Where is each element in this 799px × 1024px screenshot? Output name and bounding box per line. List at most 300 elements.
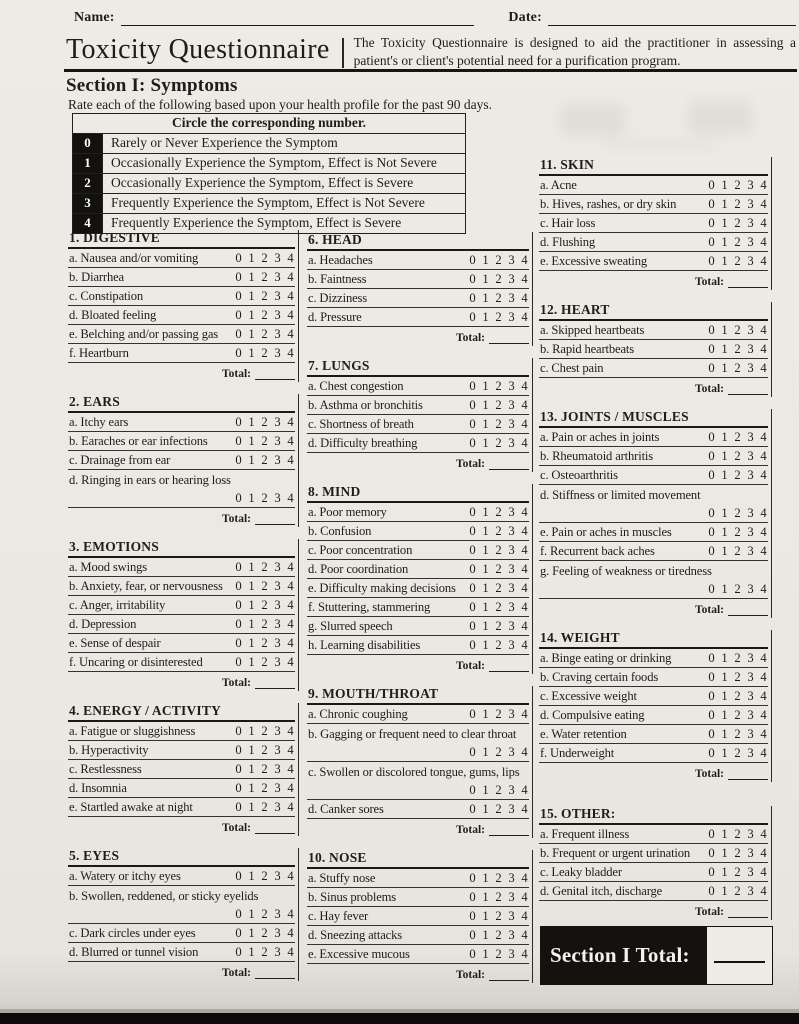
rating-2[interactable]: 2 [261, 434, 268, 448]
rating-3[interactable]: 3 [508, 707, 515, 721]
rating-scale[interactable] [235, 945, 294, 960]
rating-3[interactable]: 3 [747, 689, 754, 703]
rating-scale[interactable] [708, 430, 767, 445]
rating-3[interactable]: 3 [747, 670, 754, 684]
rating-0[interactable]: 0 [235, 289, 242, 303]
rating-2[interactable]: 2 [495, 272, 502, 286]
rating-1[interactable]: 1 [482, 562, 489, 576]
rating-0[interactable]: 0 [708, 197, 715, 211]
rating-4[interactable]: 4 [521, 928, 528, 942]
rating-1[interactable]: 1 [248, 724, 255, 738]
rating-3[interactable]: 3 [747, 884, 754, 898]
rating-3[interactable]: 3 [508, 890, 515, 904]
rating-2[interactable]: 2 [734, 670, 741, 684]
rating-4[interactable]: 4 [521, 600, 528, 614]
rating-scale[interactable] [469, 581, 528, 596]
rating-scale[interactable] [235, 289, 294, 304]
rating-0[interactable]: 0 [708, 827, 715, 841]
rating-2[interactable]: 2 [495, 909, 502, 923]
rating-0[interactable]: 0 [708, 727, 715, 741]
rating-scale[interactable] [708, 827, 767, 842]
rating-2[interactable]: 2 [734, 254, 741, 268]
rating-3[interactable]: 3 [508, 379, 515, 393]
rating-0[interactable]: 0 [708, 525, 715, 539]
rating-0[interactable]: 0 [235, 636, 242, 650]
rating-scale[interactable] [708, 506, 767, 521]
rating-4[interactable]: 4 [287, 270, 294, 284]
rating-0[interactable]: 0 [235, 415, 242, 429]
rating-2[interactable]: 2 [495, 291, 502, 305]
rating-scale[interactable] [708, 544, 767, 559]
rating-0[interactable]: 0 [708, 323, 715, 337]
rating-1[interactable]: 1 [248, 453, 255, 467]
rating-4[interactable]: 4 [760, 254, 767, 268]
rating-1[interactable]: 1 [248, 743, 255, 757]
rating-4[interactable]: 4 [521, 310, 528, 324]
rating-2[interactable]: 2 [261, 598, 268, 612]
rating-1[interactable]: 1 [482, 871, 489, 885]
rating-3[interactable]: 3 [747, 651, 754, 665]
rating-4[interactable]: 4 [760, 342, 767, 356]
rating-2[interactable]: 2 [734, 197, 741, 211]
rating-0[interactable]: 0 [469, 562, 476, 576]
rating-3[interactable]: 3 [508, 638, 515, 652]
rating-0[interactable]: 0 [235, 251, 242, 265]
rating-0[interactable]: 0 [235, 762, 242, 776]
rating-4[interactable]: 4 [287, 926, 294, 940]
rating-2[interactable]: 2 [495, 871, 502, 885]
rating-4[interactable]: 4 [287, 869, 294, 883]
rating-2[interactable]: 2 [734, 651, 741, 665]
rating-4[interactable]: 4 [521, 436, 528, 450]
rating-4[interactable]: 4 [521, 291, 528, 305]
rating-2[interactable]: 2 [261, 655, 268, 669]
rating-scale[interactable] [708, 197, 767, 212]
rating-0[interactable]: 0 [708, 670, 715, 684]
rating-2[interactable]: 2 [495, 783, 502, 797]
rating-2[interactable]: 2 [734, 235, 741, 249]
rating-3[interactable]: 3 [274, 560, 281, 574]
rating-scale[interactable] [469, 707, 528, 722]
rating-2[interactable]: 2 [734, 708, 741, 722]
rating-scale[interactable] [235, 327, 294, 342]
rating-4[interactable]: 4 [521, 562, 528, 576]
rating-2[interactable]: 2 [261, 800, 268, 814]
rating-2[interactable]: 2 [734, 430, 741, 444]
rating-0[interactable]: 0 [235, 800, 242, 814]
rating-1[interactable]: 1 [482, 398, 489, 412]
rating-scale[interactable] [235, 453, 294, 468]
rating-1[interactable]: 1 [248, 560, 255, 574]
rating-4[interactable]: 4 [760, 651, 767, 665]
rating-3[interactable]: 3 [274, 800, 281, 814]
rating-1[interactable]: 1 [248, 434, 255, 448]
rating-3[interactable]: 3 [747, 582, 754, 596]
rating-4[interactable]: 4 [760, 582, 767, 596]
rating-1[interactable]: 1 [721, 708, 728, 722]
rating-2[interactable]: 2 [495, 707, 502, 721]
rating-2[interactable]: 2 [495, 581, 502, 595]
rating-scale[interactable] [235, 617, 294, 632]
rating-scale[interactable] [235, 434, 294, 449]
rating-3[interactable]: 3 [747, 708, 754, 722]
rating-0[interactable]: 0 [708, 342, 715, 356]
total-input-line[interactable] [255, 513, 295, 525]
rating-1[interactable]: 1 [721, 506, 728, 520]
rating-4[interactable]: 4 [287, 346, 294, 360]
total-input-line[interactable] [728, 383, 768, 395]
rating-1[interactable]: 1 [248, 869, 255, 883]
rating-2[interactable]: 2 [734, 468, 741, 482]
rating-1[interactable]: 1 [721, 544, 728, 558]
rating-scale[interactable] [469, 310, 528, 325]
rating-2[interactable]: 2 [495, 802, 502, 816]
rating-0[interactable]: 0 [708, 582, 715, 596]
rating-2[interactable]: 2 [261, 617, 268, 631]
rating-1[interactable]: 1 [721, 884, 728, 898]
rating-0[interactable]: 0 [235, 945, 242, 959]
rating-2[interactable]: 2 [734, 884, 741, 898]
rating-scale[interactable] [235, 907, 294, 922]
rating-0[interactable]: 0 [469, 909, 476, 923]
name-input-line[interactable] [121, 10, 475, 26]
rating-4[interactable]: 4 [760, 216, 767, 230]
rating-4[interactable]: 4 [287, 762, 294, 776]
rating-4[interactable]: 4 [287, 800, 294, 814]
rating-3[interactable]: 3 [747, 525, 754, 539]
rating-0[interactable]: 0 [469, 436, 476, 450]
rating-0[interactable]: 0 [708, 178, 715, 192]
rating-2[interactable]: 2 [261, 926, 268, 940]
rating-0[interactable]: 0 [235, 327, 242, 341]
rating-1[interactable]: 1 [248, 945, 255, 959]
rating-3[interactable]: 3 [274, 724, 281, 738]
rating-4[interactable]: 4 [287, 560, 294, 574]
rating-1[interactable]: 1 [721, 178, 728, 192]
rating-2[interactable]: 2 [261, 270, 268, 284]
rating-4[interactable]: 4 [760, 727, 767, 741]
rating-4[interactable]: 4 [760, 689, 767, 703]
rating-4[interactable]: 4 [760, 323, 767, 337]
date-input-line[interactable] [548, 10, 796, 26]
rating-3[interactable]: 3 [274, 415, 281, 429]
rating-4[interactable]: 4 [287, 636, 294, 650]
rating-0[interactable]: 0 [469, 310, 476, 324]
rating-scale[interactable] [469, 947, 528, 962]
rating-1[interactable]: 1 [248, 800, 255, 814]
rating-4[interactable]: 4 [287, 907, 294, 921]
rating-scale[interactable] [235, 579, 294, 594]
rating-4[interactable]: 4 [760, 746, 767, 760]
rating-1[interactable]: 1 [248, 579, 255, 593]
rating-scale[interactable] [469, 928, 528, 943]
rating-1[interactable]: 1 [248, 926, 255, 940]
rating-2[interactable]: 2 [261, 724, 268, 738]
rating-1[interactable]: 1 [482, 783, 489, 797]
rating-3[interactable]: 3 [508, 543, 515, 557]
rating-scale[interactable] [469, 562, 528, 577]
rating-2[interactable]: 2 [261, 762, 268, 776]
rating-0[interactable]: 0 [708, 506, 715, 520]
rating-scale[interactable] [708, 651, 767, 666]
rating-2[interactable]: 2 [734, 178, 741, 192]
rating-0[interactable]: 0 [708, 235, 715, 249]
rating-3[interactable]: 3 [508, 291, 515, 305]
rating-scale[interactable] [708, 216, 767, 231]
rating-2[interactable]: 2 [495, 398, 502, 412]
rating-2[interactable]: 2 [495, 543, 502, 557]
rating-0[interactable]: 0 [235, 781, 242, 795]
rating-1[interactable]: 1 [482, 638, 489, 652]
rating-0[interactable]: 0 [469, 638, 476, 652]
rating-1[interactable]: 1 [482, 291, 489, 305]
rating-1[interactable]: 1 [482, 436, 489, 450]
rating-2[interactable]: 2 [734, 361, 741, 375]
rating-3[interactable]: 3 [508, 909, 515, 923]
rating-0[interactable]: 0 [235, 579, 242, 593]
rating-3[interactable]: 3 [747, 216, 754, 230]
rating-1[interactable]: 1 [482, 802, 489, 816]
rating-3[interactable]: 3 [274, 346, 281, 360]
rating-1[interactable]: 1 [248, 251, 255, 265]
rating-0[interactable]: 0 [235, 308, 242, 322]
rating-scale[interactable] [469, 253, 528, 268]
rating-4[interactable]: 4 [760, 544, 767, 558]
rating-2[interactable]: 2 [734, 746, 741, 760]
rating-0[interactable]: 0 [708, 689, 715, 703]
rating-2[interactable]: 2 [261, 308, 268, 322]
rating-scale[interactable] [708, 235, 767, 250]
rating-4[interactable]: 4 [287, 598, 294, 612]
rating-2[interactable]: 2 [495, 619, 502, 633]
rating-scale[interactable] [235, 743, 294, 758]
rating-4[interactable]: 4 [287, 251, 294, 265]
rating-4[interactable]: 4 [287, 415, 294, 429]
rating-3[interactable]: 3 [508, 871, 515, 885]
rating-2[interactable]: 2 [261, 491, 268, 505]
rating-2[interactable]: 2 [734, 544, 741, 558]
rating-0[interactable]: 0 [469, 253, 476, 267]
rating-3[interactable]: 3 [274, 327, 281, 341]
rating-0[interactable]: 0 [708, 708, 715, 722]
rating-3[interactable]: 3 [274, 926, 281, 940]
rating-0[interactable]: 0 [235, 346, 242, 360]
rating-scale[interactable] [708, 727, 767, 742]
rating-2[interactable]: 2 [495, 253, 502, 267]
rating-2[interactable]: 2 [495, 562, 502, 576]
rating-4[interactable]: 4 [760, 670, 767, 684]
rating-1[interactable]: 1 [482, 379, 489, 393]
rating-4[interactable]: 4 [287, 491, 294, 505]
rating-1[interactable]: 1 [482, 909, 489, 923]
rating-scale[interactable] [469, 524, 528, 539]
rating-3[interactable]: 3 [747, 430, 754, 444]
rating-3[interactable]: 3 [508, 272, 515, 286]
rating-4[interactable]: 4 [521, 745, 528, 759]
rating-0[interactable]: 0 [235, 270, 242, 284]
rating-scale[interactable] [235, 724, 294, 739]
rating-3[interactable]: 3 [508, 928, 515, 942]
rating-1[interactable]: 1 [248, 308, 255, 322]
rating-3[interactable]: 3 [747, 865, 754, 879]
rating-2[interactable]: 2 [261, 869, 268, 883]
rating-4[interactable]: 4 [287, 945, 294, 959]
rating-2[interactable]: 2 [261, 636, 268, 650]
rating-1[interactable]: 1 [482, 505, 489, 519]
rating-1[interactable]: 1 [482, 928, 489, 942]
rating-0[interactable]: 0 [235, 434, 242, 448]
total-input-line[interactable] [489, 969, 529, 981]
rating-0[interactable]: 0 [235, 560, 242, 574]
rating-0[interactable]: 0 [469, 890, 476, 904]
total-input-line[interactable] [728, 906, 768, 918]
rating-2[interactable]: 2 [261, 945, 268, 959]
rating-2[interactable]: 2 [495, 417, 502, 431]
rating-2[interactable]: 2 [495, 436, 502, 450]
rating-0[interactable]: 0 [469, 619, 476, 633]
rating-0[interactable]: 0 [469, 291, 476, 305]
rating-4[interactable]: 4 [287, 289, 294, 303]
section-total-input-line[interactable] [707, 927, 772, 984]
rating-scale[interactable] [469, 783, 528, 798]
rating-3[interactable]: 3 [274, 579, 281, 593]
rating-1[interactable]: 1 [248, 346, 255, 360]
rating-3[interactable]: 3 [508, 417, 515, 431]
rating-2[interactable]: 2 [734, 216, 741, 230]
rating-3[interactable]: 3 [508, 600, 515, 614]
rating-1[interactable]: 1 [248, 617, 255, 631]
rating-2[interactable]: 2 [734, 827, 741, 841]
rating-scale[interactable] [708, 449, 767, 464]
rating-4[interactable]: 4 [521, 253, 528, 267]
rating-0[interactable]: 0 [469, 928, 476, 942]
rating-3[interactable]: 3 [508, 524, 515, 538]
rating-1[interactable]: 1 [721, 689, 728, 703]
rating-2[interactable]: 2 [495, 947, 502, 961]
total-input-line[interactable] [489, 660, 529, 672]
rating-4[interactable]: 4 [521, 581, 528, 595]
rating-1[interactable]: 1 [721, 449, 728, 463]
rating-3[interactable]: 3 [508, 947, 515, 961]
rating-4[interactable]: 4 [521, 398, 528, 412]
rating-1[interactable]: 1 [721, 468, 728, 482]
total-input-line[interactable] [728, 768, 768, 780]
rating-scale[interactable] [235, 762, 294, 777]
rating-1[interactable]: 1 [248, 491, 255, 505]
rating-3[interactable]: 3 [747, 827, 754, 841]
rating-0[interactable]: 0 [235, 491, 242, 505]
rating-0[interactable]: 0 [235, 655, 242, 669]
rating-4[interactable]: 4 [760, 846, 767, 860]
rating-4[interactable]: 4 [760, 865, 767, 879]
rating-2[interactable]: 2 [734, 323, 741, 337]
rating-4[interactable]: 4 [287, 655, 294, 669]
rating-2[interactable]: 2 [734, 506, 741, 520]
rating-1[interactable]: 1 [721, 651, 728, 665]
rating-0[interactable]: 0 [469, 783, 476, 797]
rating-4[interactable]: 4 [287, 308, 294, 322]
rating-4[interactable]: 4 [521, 524, 528, 538]
total-input-line[interactable] [489, 824, 529, 836]
rating-scale[interactable] [708, 670, 767, 685]
total-input-line[interactable] [489, 332, 529, 344]
rating-3[interactable]: 3 [508, 436, 515, 450]
rating-3[interactable]: 3 [508, 783, 515, 797]
rating-scale[interactable] [235, 415, 294, 430]
rating-scale[interactable] [708, 746, 767, 761]
rating-2[interactable]: 2 [495, 379, 502, 393]
rating-3[interactable]: 3 [508, 745, 515, 759]
rating-1[interactable]: 1 [721, 254, 728, 268]
rating-1[interactable]: 1 [482, 417, 489, 431]
rating-1[interactable]: 1 [721, 361, 728, 375]
rating-1[interactable]: 1 [248, 415, 255, 429]
rating-2[interactable]: 2 [495, 928, 502, 942]
rating-0[interactable]: 0 [235, 907, 242, 921]
rating-3[interactable]: 3 [274, 598, 281, 612]
rating-3[interactable]: 3 [274, 762, 281, 776]
rating-0[interactable]: 0 [708, 865, 715, 879]
rating-4[interactable]: 4 [521, 871, 528, 885]
rating-0[interactable]: 0 [708, 468, 715, 482]
rating-4[interactable]: 4 [521, 417, 528, 431]
rating-2[interactable]: 2 [261, 560, 268, 574]
rating-0[interactable]: 0 [235, 598, 242, 612]
rating-3[interactable]: 3 [508, 562, 515, 576]
rating-scale[interactable] [469, 436, 528, 451]
rating-4[interactable]: 4 [521, 707, 528, 721]
rating-scale[interactable] [708, 846, 767, 861]
rating-3[interactable]: 3 [274, 636, 281, 650]
rating-1[interactable]: 1 [721, 727, 728, 741]
rating-3[interactable]: 3 [508, 505, 515, 519]
rating-4[interactable]: 4 [760, 178, 767, 192]
rating-0[interactable]: 0 [235, 617, 242, 631]
rating-4[interactable]: 4 [287, 617, 294, 631]
rating-1[interactable]: 1 [721, 746, 728, 760]
rating-4[interactable]: 4 [521, 543, 528, 557]
total-input-line[interactable] [255, 368, 295, 380]
rating-3[interactable]: 3 [274, 308, 281, 322]
rating-1[interactable]: 1 [248, 270, 255, 284]
rating-3[interactable]: 3 [274, 434, 281, 448]
rating-2[interactable]: 2 [495, 600, 502, 614]
rating-scale[interactable] [469, 871, 528, 886]
rating-0[interactable]: 0 [469, 745, 476, 759]
rating-1[interactable]: 1 [721, 582, 728, 596]
rating-scale[interactable] [708, 342, 767, 357]
rating-3[interactable]: 3 [508, 802, 515, 816]
rating-2[interactable]: 2 [734, 689, 741, 703]
rating-3[interactable]: 3 [747, 727, 754, 741]
rating-2[interactable]: 2 [261, 453, 268, 467]
rating-1[interactable]: 1 [482, 272, 489, 286]
rating-scale[interactable] [469, 291, 528, 306]
rating-1[interactable]: 1 [721, 670, 728, 684]
rating-3[interactable]: 3 [508, 398, 515, 412]
rating-0[interactable]: 0 [469, 524, 476, 538]
rating-2[interactable]: 2 [261, 251, 268, 265]
rating-2[interactable]: 2 [261, 327, 268, 341]
rating-1[interactable]: 1 [721, 430, 728, 444]
rating-0[interactable]: 0 [469, 379, 476, 393]
rating-1[interactable]: 1 [721, 846, 728, 860]
rating-0[interactable]: 0 [235, 453, 242, 467]
rating-1[interactable]: 1 [248, 907, 255, 921]
rating-0[interactable]: 0 [469, 398, 476, 412]
rating-1[interactable]: 1 [248, 762, 255, 776]
rating-scale[interactable] [235, 270, 294, 285]
